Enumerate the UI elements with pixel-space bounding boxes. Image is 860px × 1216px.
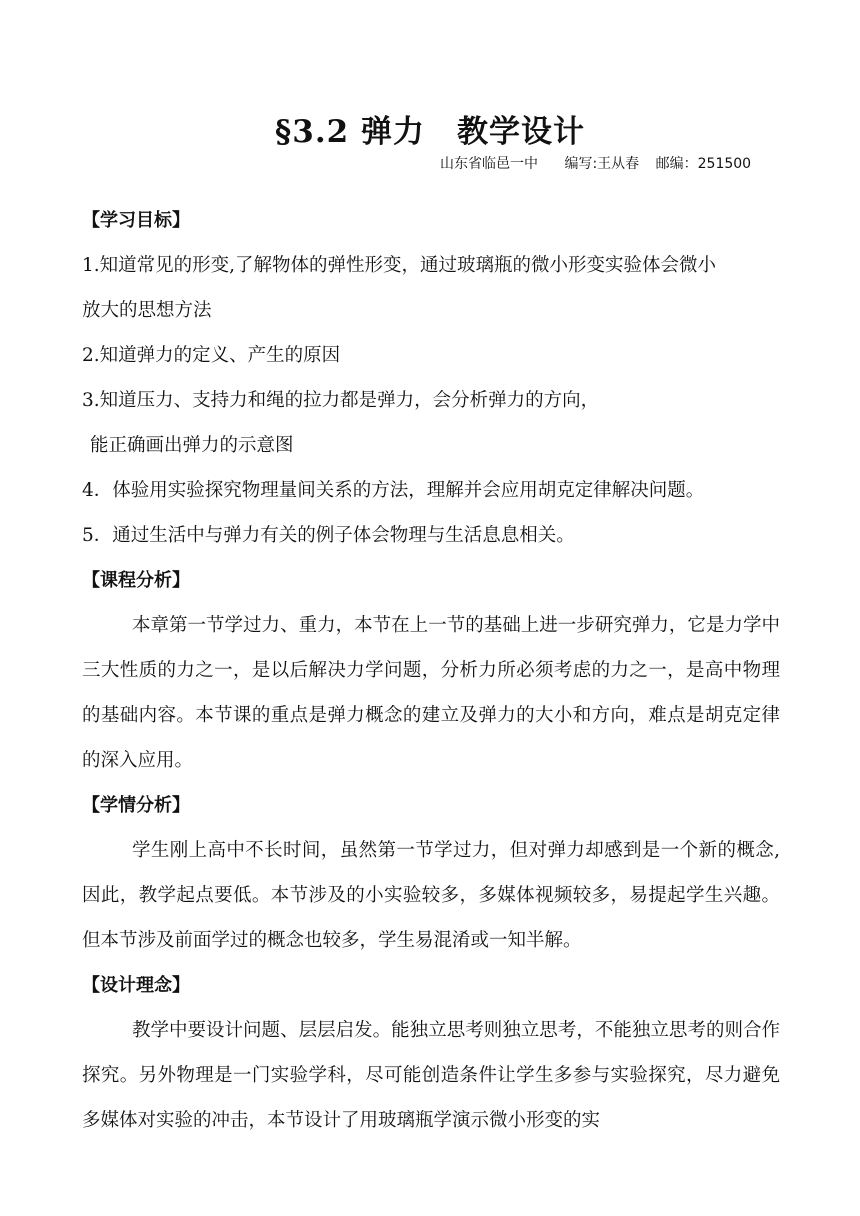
goal-item-1-cont: 放大的思想方法 xyxy=(82,300,212,321)
section-heading-course: 【课程分析】 xyxy=(82,570,190,591)
goal-item-3: 3.知道压力、支持力和绳的拉力都是弹力，会分析弹力的方向， xyxy=(82,390,600,411)
section-heading-design: 【设计理念】 xyxy=(82,975,190,996)
author-name: 编写:王从春 xyxy=(564,156,640,172)
design-concept-text: 教学中要设计问题、层层启发。能独立思考则独立思考，不能独立思考的则合作探究。另外物理是一门实验学科，尽可能创造条件让学生多参与实验探究，尽力避免多媒体对实验的冲击，本节设计了用玻璃瓶学演示微小形变的实 xyxy=(82,1020,780,1131)
section-heading-goals: 【学习目标】 xyxy=(82,210,190,231)
postcode: 邮编：251500 xyxy=(655,156,752,172)
goal-item-3-cont: 能正确画出弹力的示意图 xyxy=(90,435,294,456)
document-body xyxy=(82,198,780,1143)
goal-item-1: 1.知道常见的形变,了解物体的弹性形变，通过玻璃瓶的微小形变实验体会微小 xyxy=(82,255,717,276)
course-analysis-text: 本章第一节学过力、重力，本节在上一节的基础上进一步研究弹力，它是力学中三大性质的力之一，是以后解决力学问题，分析力所必须考虑的力之一，是高中物理的基础内容。本节课的重点是弹力概念的建立及弹力的大小和方向，难点是胡克定律的深入应用。 xyxy=(82,615,780,771)
goal-item-2: 2.知道弹力的定义、产生的原因 xyxy=(82,345,341,366)
section-heading-students: 【学情分析】 xyxy=(82,795,190,816)
goal-item-4: 4．体验用实验探究物理量间关系的方法，理解并会应用胡克定律解决问题。 xyxy=(82,480,705,501)
student-analysis-text: 学生刚上高中不长时间，虽然第一节学过力，但对弹力却感到是一个新的概念,因此，教学起点要低。本节涉及的小实验较多，多媒体视频较多，易提起学生兴趣。但本节涉及前面学过的概念也较多，学生易混淆或一知半解。 xyxy=(82,840,780,951)
document-title: §3.2 弹力 教学设计 xyxy=(275,114,585,150)
school-name: 山东省临邑一中 xyxy=(440,156,538,172)
goal-item-5: 5．通过生活中与弹力有关的例子体会物理与生活息息相关。 xyxy=(82,525,575,546)
author-info xyxy=(440,153,751,173)
